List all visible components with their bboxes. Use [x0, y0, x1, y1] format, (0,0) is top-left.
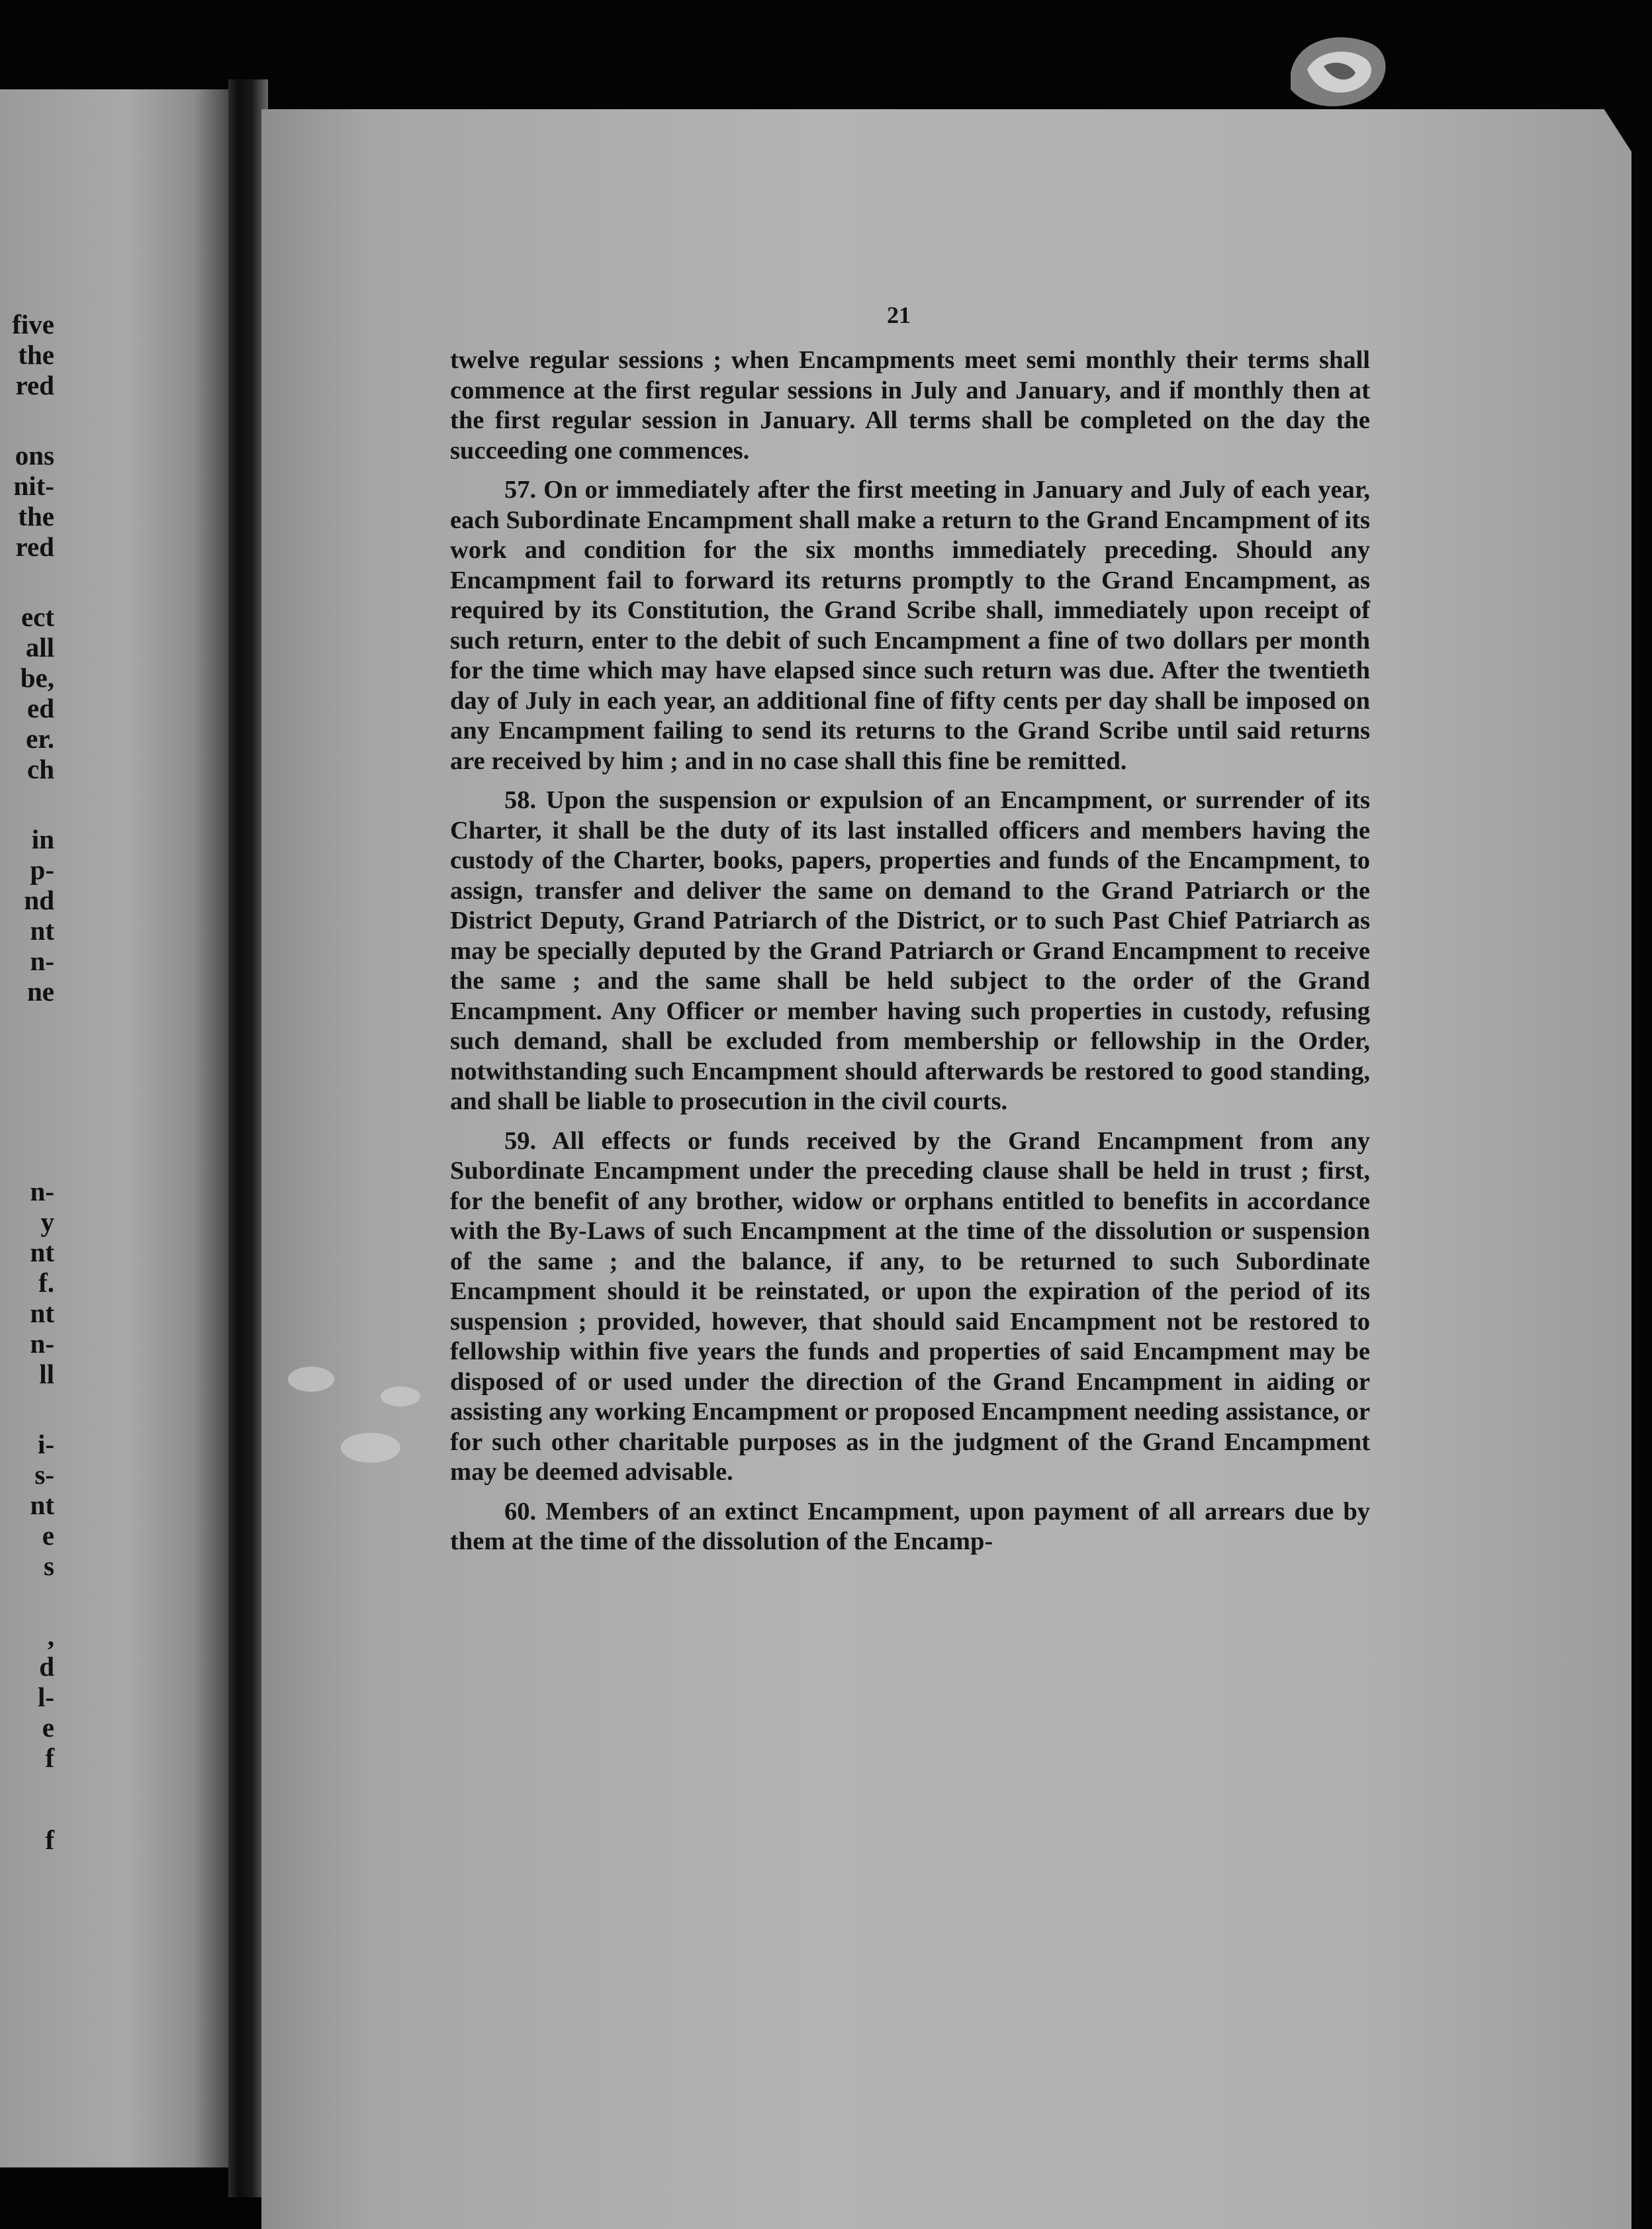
- facing-page-left: [0, 89, 228, 2167]
- facing-page-fragment: er.: [26, 723, 54, 754]
- facing-page-fragment: y: [40, 1206, 54, 1237]
- facing-page-fragment: be,: [20, 662, 54, 693]
- body-text: [450, 345, 1370, 1557]
- facing-page-fragment: e: [42, 1520, 54, 1551]
- paragraph-text: Members of an extinct Encampment, upon payment of all arrears due by them at the time of the dissolution of the Encamp-: [450, 1497, 1370, 1555]
- paragraph: [450, 475, 1370, 776]
- facing-page-fragment: nt: [30, 915, 54, 946]
- facing-page-fragment: nd: [24, 885, 54, 915]
- facing-page-fragment: i-: [37, 1429, 54, 1459]
- paragraph-text: On or immediately after the first meeting in January and July of each year, each Subordinate Encampment shall make a return to the Grand Encampment of its work and condition for the six months immediately preceding. Should any Encampment fail to forward its returns promptly to the Grand Encampment, as required by its Constitution, the Grand Scribe shall, immediately upon receipt of such return, enter to the debit of such Encampment a fine of two dollars per month for the time which may have elapsed since such return was due. After the twentieth day of July in each year, an additional fine of fifty cents per day shall be imposed on any Encampment failing to send its returns to the Grand Scribe until said returns are received by him ; and in no case shall this fine be remitted.: [450, 476, 1370, 775]
- facing-page-fragment: f: [45, 1743, 54, 1773]
- facing-page-fragment: l-: [37, 1682, 54, 1712]
- paragraph: [450, 345, 1370, 466]
- facing-page-fragment: ,: [47, 1621, 54, 1651]
- facing-page-fragment: ect: [21, 602, 54, 632]
- paper-blemish: [341, 1433, 400, 1463]
- facing-page-fragment: ne: [27, 976, 54, 1007]
- facing-page-fragment: d: [39, 1651, 54, 1682]
- facing-page-fragment: the: [18, 340, 54, 370]
- facing-page-fragment: n-: [30, 946, 54, 976]
- facing-page-fragment: n-: [30, 1328, 54, 1359]
- facing-page-fragment: all: [25, 632, 54, 662]
- page-number: 21: [887, 302, 911, 328]
- paragraph: [450, 786, 1370, 1117]
- facing-page-fragment: n-: [30, 1176, 54, 1206]
- paragraph-text: Upon the suspension or expulsion of an Encampment, or surrender of its Charter, it shall be the duty of its last installed officers and members having the custody of the Charter, books, papers, properties and funds of the Encampment, to assign, transfer and deliver the same on demand to the Grand Patriarch or the District Deputy, Grand Patriarch of the District, or to such Past Chief Patriarch as may be specially deputed by the Grand Patriarch or Grand Encampment to receive the same ; and the same shall be held subject to the order of the Grand Encampment. Any Officer or member having such properties in custody, refusing such demand, shall be excluded from membership or fellowship in the Order, notwithstanding such Encampment should afterwards be restored to good standing, and shall be liable to prosecution in the civil courts.: [450, 786, 1371, 1115]
- facing-page-fragment: red: [15, 531, 54, 562]
- facing-page-fragment: nit-: [13, 471, 54, 501]
- facing-page-fragment: f: [45, 1825, 54, 1855]
- section-number: 60.: [504, 1497, 546, 1525]
- facing-page-fragment: in: [31, 824, 54, 854]
- facing-page-fragment: ed: [27, 693, 54, 723]
- paragraph: [450, 1497, 1370, 1557]
- section-number: 58.: [504, 786, 546, 814]
- paragraph-text: All effects or funds received by the Grand Encampment from any Subordinate Encampment under the preceding clause shall be held in trust ; first, for the benefit of any brother, widow or orphans entitled to benefits in accordance with the By-Laws of such Encampment at the time of the dissolution or suspension of the same ; and the balance, if any, to be returned to such Subordinate Encampment should it be reinstated, or upon the expiration of the period of its suspension ; provided, however, that should said Encampment not be restored to fellowship within five years the funds and properties of said Encampment may be disposed of or used under the direction of the Grand Encampment in aiding or assisting any working Encampment or proposed Encampment needing assistance, or for such other charitable purposes as in the judgment of the Grand Encampment may be deemed advisable.: [450, 1126, 1370, 1486]
- facing-page-fragment: five: [12, 309, 54, 340]
- facing-page-fragment: p-: [30, 854, 54, 885]
- facing-page-fragment: nt: [30, 1237, 54, 1267]
- paragraph: [450, 1126, 1370, 1488]
- facing-page-fragment: f.: [38, 1267, 54, 1298]
- facing-page-fragment: red: [15, 370, 54, 400]
- facing-page-fragment: ch: [27, 754, 54, 784]
- facing-page-fragment: the: [18, 501, 54, 531]
- facing-page-fragment: nt: [30, 1298, 54, 1328]
- paper-blemish: [381, 1387, 420, 1406]
- facing-page-fragment: e: [42, 1712, 54, 1743]
- paper-blemish: [288, 1367, 334, 1392]
- paragraph-text: twelve regular sessions ; when Encampments meet semi monthly their terms shall commence at the first regular sessions in July and January, and if monthly then at the first regular session in January. All terms shall be completed on the day the succeeding one commences.: [450, 346, 1370, 465]
- facing-page-fragment: s-: [34, 1459, 54, 1490]
- facing-page-fragment: nt: [30, 1490, 54, 1520]
- section-number: 57.: [504, 476, 544, 504]
- facing-page-fragment: ons: [15, 440, 54, 471]
- torn-paper-corner: [1277, 26, 1397, 119]
- facing-page-fragment: s: [44, 1551, 54, 1581]
- facing-page-fragment: ll: [39, 1359, 54, 1389]
- section-number: 59.: [504, 1126, 552, 1155]
